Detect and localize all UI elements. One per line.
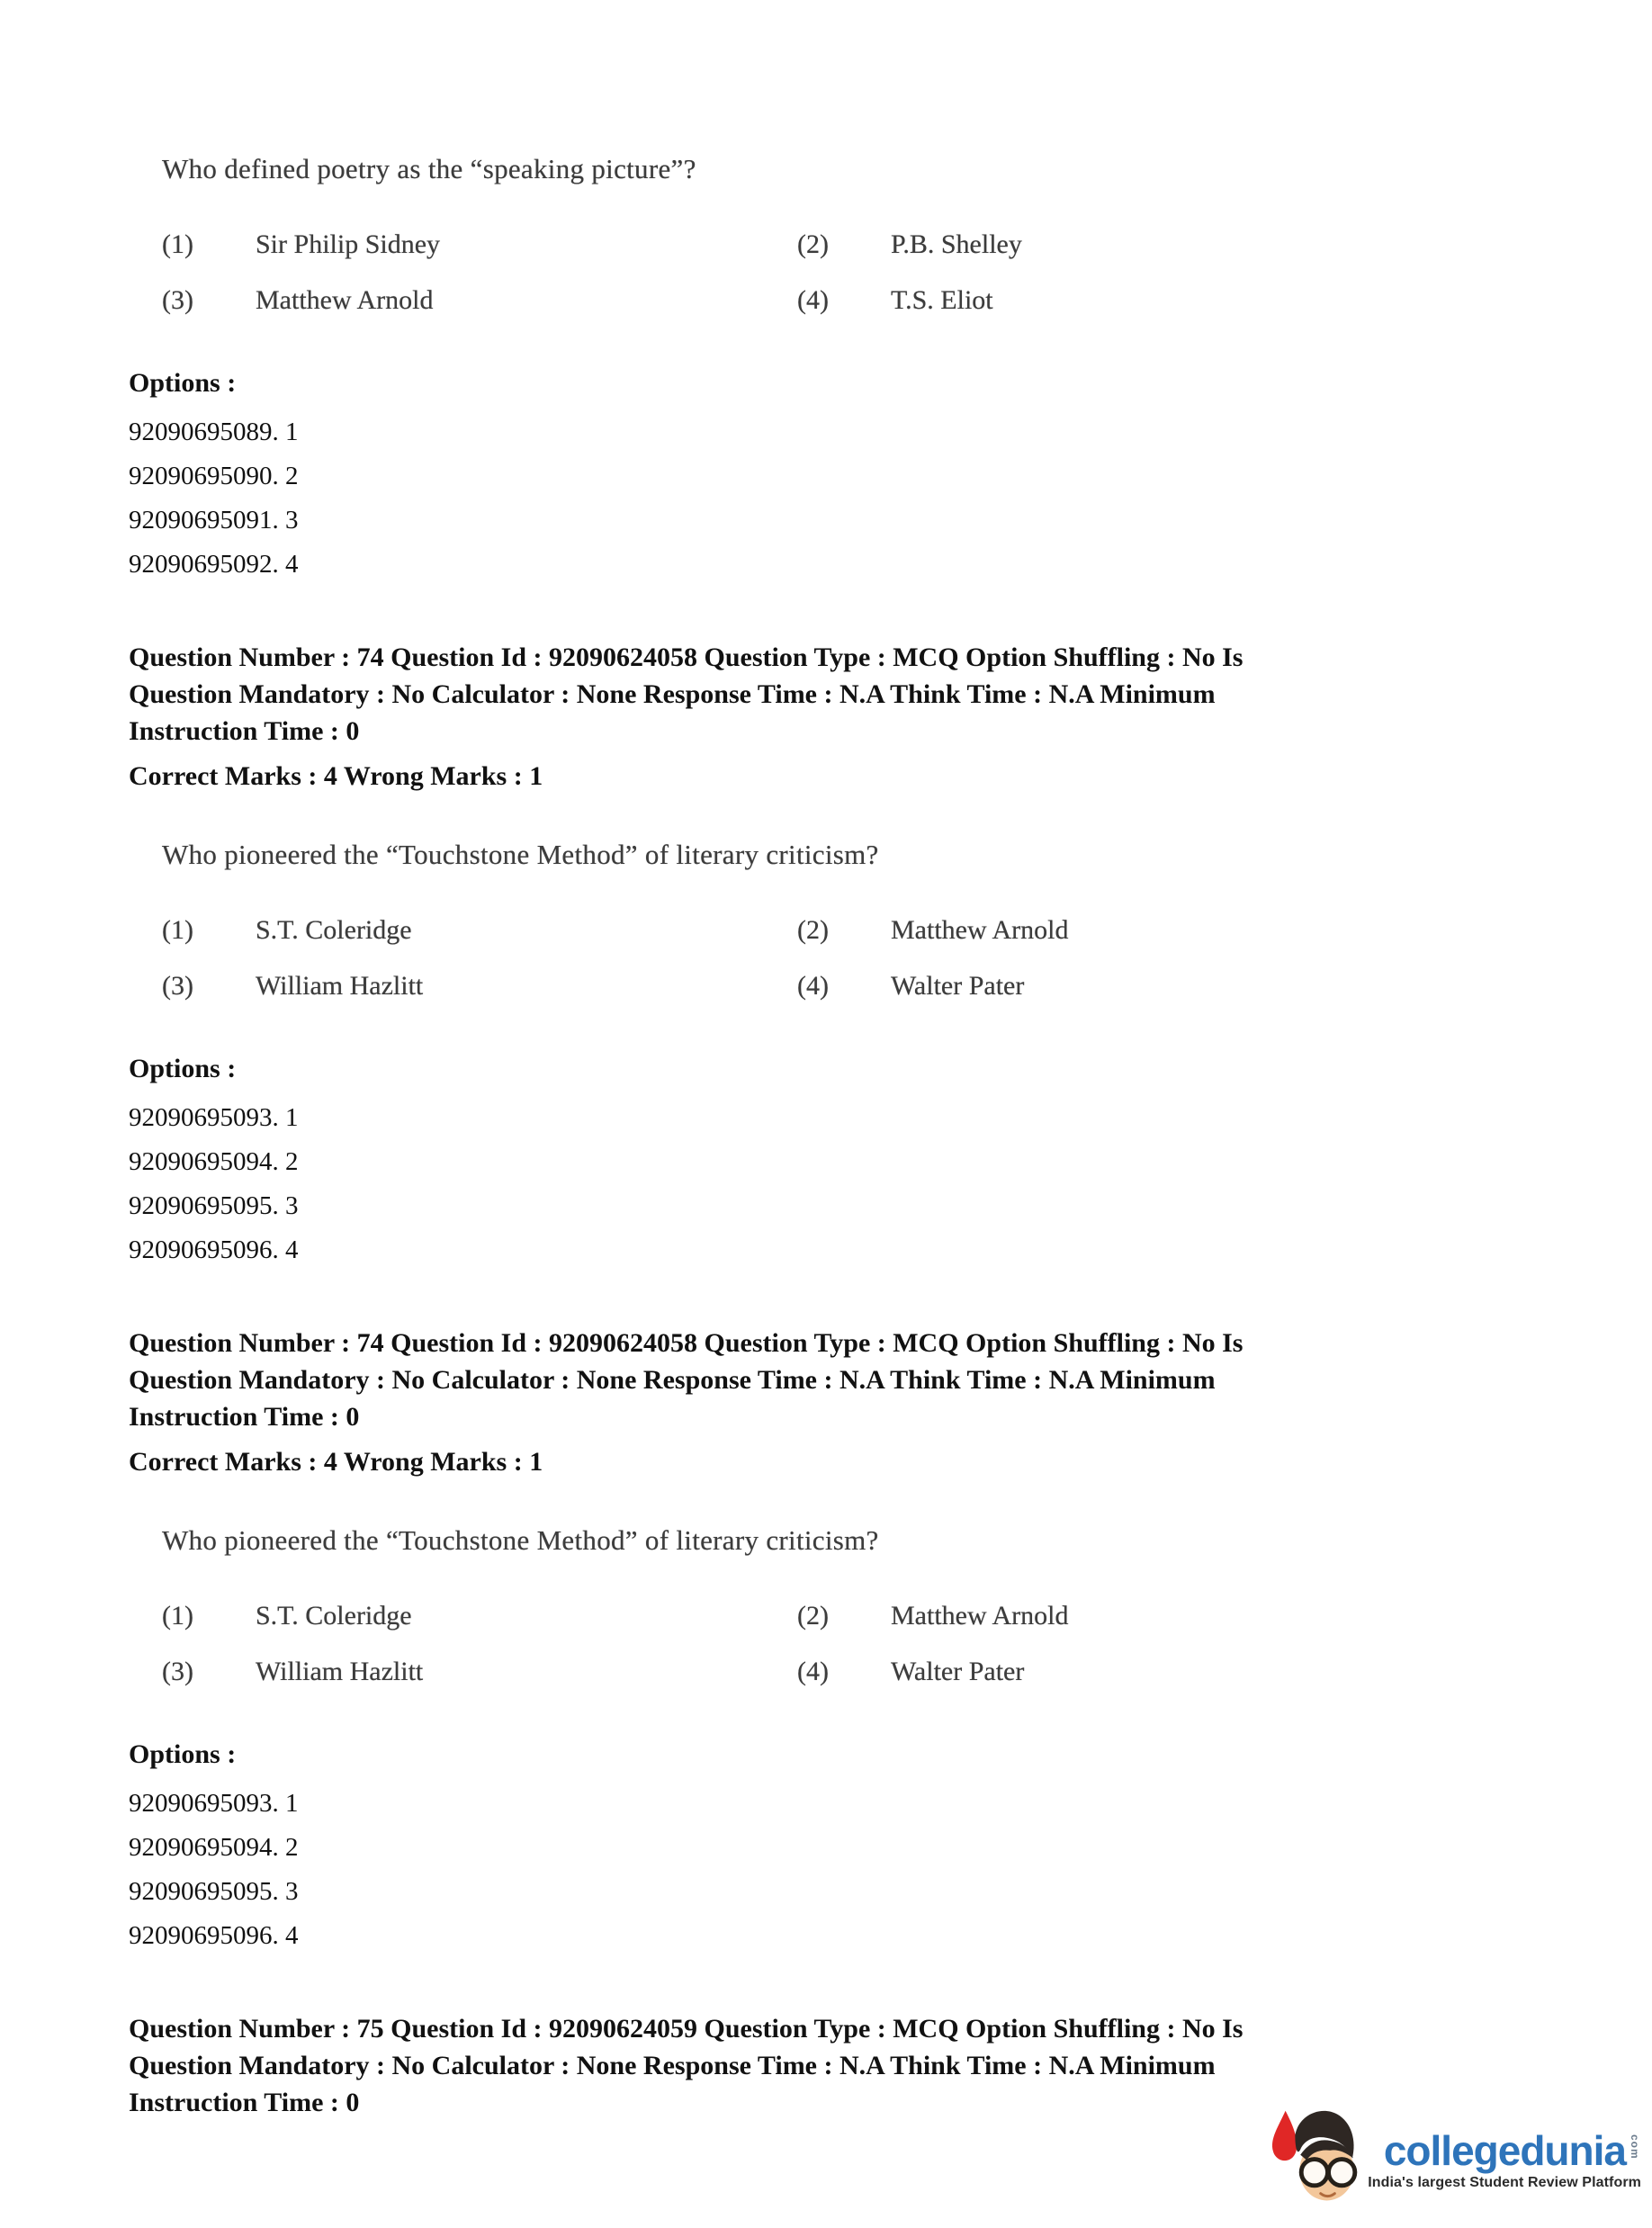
option-id-line: 92090695091. 3 <box>129 506 299 535</box>
choice-number: (3) <box>162 285 193 315</box>
choice-3 <box>162 1654 797 1690</box>
meta-line: Question Mandatory : No Calculator : None Response Time : N.A Think Time : N.A Minimum <box>129 2051 1216 2080</box>
options-heading: Options : <box>129 368 237 398</box>
meta-line: Question Number : 74 Question Id : 92090624058 Question Type : MCQ Option Shuffling : No Is <box>129 642 1243 672</box>
option-id-line: 92090695095. 3 <box>129 1877 299 1906</box>
choice-number: (4) <box>797 1657 829 1686</box>
choice-number: (4) <box>797 971 829 1001</box>
option-id-line: 92090695092. 4 <box>129 550 299 579</box>
choice-2 <box>797 1598 1616 1634</box>
choice-4 <box>797 1654 1616 1690</box>
brand-wordmark: collegedunia <box>1383 2126 1626 2174</box>
choice-3 <box>162 968 797 1004</box>
question-block-73 <box>129 151 1616 587</box>
collegedunia-watermark <box>1256 2100 1641 2219</box>
options-list <box>129 1096 1616 1272</box>
choice-label: P.B. Shelley <box>891 229 1022 259</box>
option-id-line: 92090695094. 2 <box>129 1147 299 1176</box>
option-id-line: 92090695094. 2 <box>129 1833 299 1862</box>
question-meta <box>129 639 1616 750</box>
choices-grid <box>162 912 1616 1004</box>
choice-number: (1) <box>162 229 193 259</box>
option-id-line: 92090695096. 4 <box>129 1921 299 1950</box>
brand-tagline: India's largest Student Review Platform <box>1368 2174 1641 2190</box>
meta-line: Question Number : 74 Question Id : 92090624058 Question Type : MCQ Option Shuffling : No Is <box>129 1328 1243 1358</box>
choice-3 <box>162 283 797 319</box>
marks-line: Correct Marks : 4 Wrong Marks : 1 <box>129 1447 543 1477</box>
meta-line: Question Number : 75 Question Id : 92090624059 Question Type : MCQ Option Shuffling : No Is <box>129 2014 1243 2044</box>
option-id-line: 92090695093. 1 <box>129 1103 299 1132</box>
choice-label: T.S. Eliot <box>891 285 993 315</box>
choice-label: S.T. Coleridge <box>256 1601 412 1631</box>
meta-line: Question Mandatory : No Calculator : None Response Time : N.A Think Time : N.A Minimum <box>129 679 1216 709</box>
choice-label: Matthew Arnold <box>256 285 434 315</box>
marks-line: Correct Marks : 4 Wrong Marks : 1 <box>129 761 543 791</box>
choice-label: Matthew Arnold <box>891 1601 1069 1631</box>
choice-label: Sir Philip Sidney <box>256 229 441 259</box>
options-list <box>129 410 1616 587</box>
choice-1 <box>162 1598 797 1634</box>
brand-tld: com <box>1629 2134 1641 2160</box>
choice-number: (3) <box>162 971 193 1001</box>
options-heading: Options : <box>129 1054 237 1083</box>
choice-2 <box>797 227 1616 263</box>
question-text: Who defined poetry as the “speaking picture”? <box>162 153 696 184</box>
option-id-line: 92090695096. 4 <box>129 1235 299 1264</box>
choice-4 <box>797 283 1616 319</box>
question-text: Who pioneered the “Touchstone Method” of literary criticism? <box>162 1524 879 1556</box>
question-text: Who pioneered the “Touchstone Method” of literary criticism? <box>162 839 879 870</box>
options-heading: Options : <box>129 1739 237 1769</box>
option-id-line: 92090695093. 1 <box>129 1789 299 1818</box>
question-block-74-duplicate <box>129 1325 1616 1958</box>
meta-line: Question Mandatory : No Calculator : None Response Time : N.A Think Time : N.A Minimum <box>129 1365 1216 1395</box>
choices-grid <box>162 1598 1616 1690</box>
choice-4 <box>797 968 1616 1004</box>
option-id-line: 92090695090. 2 <box>129 462 299 490</box>
choice-2 <box>797 912 1616 948</box>
options-list <box>129 1782 1616 1958</box>
choice-number: (3) <box>162 1657 193 1686</box>
choice-label: William Hazlitt <box>256 971 424 1001</box>
choice-1 <box>162 912 797 948</box>
option-id-line: 92090695095. 3 <box>129 1191 299 1220</box>
choice-number: (2) <box>797 1601 829 1631</box>
meta-line: Instruction Time : 0 <box>129 716 360 746</box>
question-block-74 <box>129 639 1616 1272</box>
option-id-line: 92090695089. 1 <box>129 418 299 446</box>
meta-line: Instruction Time : 0 <box>129 2088 360 2117</box>
mascot-icon <box>1256 2100 1362 2219</box>
choice-number: (2) <box>797 229 829 259</box>
choice-1 <box>162 227 797 263</box>
choice-label: S.T. Coleridge <box>256 915 412 945</box>
choice-label: Matthew Arnold <box>891 915 1069 945</box>
choice-number: (1) <box>162 915 193 945</box>
question-meta <box>129 1325 1616 1435</box>
choice-number: (4) <box>797 285 829 315</box>
choice-label: William Hazlitt <box>256 1657 424 1686</box>
meta-line: Instruction Time : 0 <box>129 1402 360 1432</box>
choice-number: (1) <box>162 1601 193 1631</box>
choice-label: Walter Pater <box>891 971 1025 1001</box>
choice-number: (2) <box>797 915 829 945</box>
choice-label: Walter Pater <box>891 1657 1025 1686</box>
choices-grid <box>162 227 1616 319</box>
